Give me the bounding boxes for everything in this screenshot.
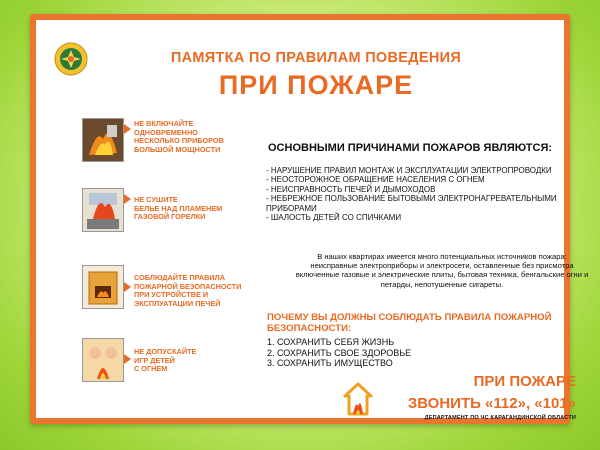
stove-picture [82, 265, 124, 309]
call-heading: ПРИ ПОЖАРЕ [473, 373, 576, 390]
tip-appliances: НЕ ВКЛЮЧАЙТЕ ОДНОВРЕМЕННО НЕСКОЛЬКО ПРИБОРОВ БОЛЬШОЙ МОЩНОСТИ [134, 119, 224, 154]
tip-children: НЕ ДОПУСКАЙТЕ ИГР ДЕТЕЙ С ОГНЕМ [134, 347, 197, 374]
cause-item: - НЕИСПРАВНОСТЬ ПЕЧЕЙ И ДЫМОХОДОВ [266, 184, 436, 194]
house-fire-icon [343, 382, 373, 418]
page-title-line2: ПРИ ПОЖАРЕ [218, 70, 414, 100]
why-item: 1. СОХРАНИТЬ СЕБЯ ЖИЗНЬ [267, 337, 395, 347]
cause-item: - НЕОСТОРОЖНОЕ ОБРАЩЕНИЕ НАСЕЛЕНИЯ С ОГНЕМ [266, 175, 485, 185]
why-list [267, 337, 411, 369]
laundry-picture [82, 188, 124, 232]
cause-item: - ШАЛОСТЬ ДЕТЕЙ СО СПИЧКАМИ [266, 213, 402, 223]
why-heading: ПОЧЕМУ ВЫ ДОЛЖНЫ СОБЛЮДАТЬ ПРАВИЛА ПОЖАРНОЙ БЕЗОПАСНОСТИ: [267, 312, 552, 334]
fire-sources-paragraph: В наших квартирах имеется много потенциальных источников пожара: неисправные электроприборы и электросети, оставленные без присмотра включенные газовые и электрические плиты, бытовая техника, бенгальские огни и петарды, непотушенные сигареты. [295, 252, 589, 289]
why-item: 3. СОХРАНИТЬ ИМУЩЕСТВО [267, 358, 393, 368]
poster-content [36, 20, 589, 421]
arrow-icon [124, 282, 131, 292]
why-item: 2. СОХРАНИТЬ СВОЕ ЗДОРОВЬЕ [267, 347, 412, 358]
arrow-icon [124, 194, 131, 204]
brick-oven-icon [83, 266, 123, 308]
department-name: ДЕПАРТАМЕНТ ПО ЧС КАРАГАНДИНСКОЙ ОБЛАСТИ [424, 415, 576, 421]
page-title-line1: ПАМЯТКА ПО ПРАВИЛАМ ПОВЕДЕНИЯ [170, 50, 462, 66]
tip-stoves: СОБЛЮДАЙТЕ ПРАВИЛА ПОЖАРНОЙ БЕЗОПАСНОСТИ ПРИ УСТРОЙСТВЕ И ЭКСПЛУАТАЦИИ ПЕЧЕЙ [134, 273, 242, 308]
cause-item: - НАРУШЕНИЕ ПРАВИЛ МОНТАЖ И ЭКСПЛУАТАЦИИ ЭЛЕКТРОПРОВОДКИ [266, 166, 552, 175]
emergency-emblem-icon [54, 42, 88, 76]
fire-safety-poster [30, 14, 589, 424]
arrow-icon [124, 124, 131, 134]
tip-laundry: НЕ СУШИТЕ БЕЛЬЕ НАД ПЛАМЕНЕМ ГАЗОВОЙ ГОРЕЛКИ [134, 195, 223, 222]
causes-heading: ОСНОВНЫМИ ПРИЧИНАМИ ПОЖАРОВ ЯВЛЯЮТСЯ: [268, 142, 553, 154]
cause-item: - НЕБРЕЖНОЕ ПОЛЬЗОВАНИЕ БЫТОВЫМИ ЭЛЕКТРОНАГРЕВАТЕЛЬНЫМИ ПРИБОРАМИ [266, 194, 557, 213]
children-picture [82, 338, 124, 382]
stove-fire-icon [83, 189, 123, 231]
causes-list [266, 166, 600, 222]
overloaded-socket-icon [83, 119, 123, 161]
appliances-picture [82, 118, 124, 162]
arrow-icon [124, 354, 131, 364]
emergency-numbers: ЗВОНИТЬ «112», «101» [407, 395, 576, 412]
children-playing-fire-icon [83, 339, 123, 381]
